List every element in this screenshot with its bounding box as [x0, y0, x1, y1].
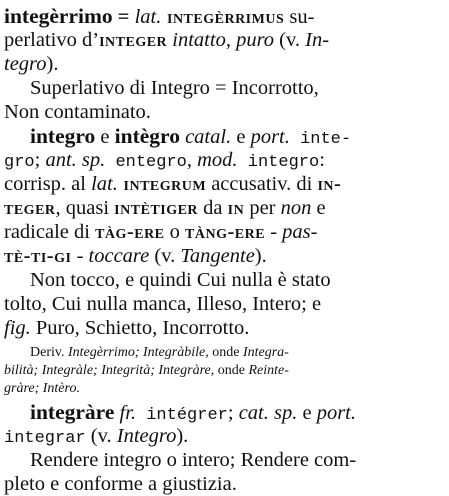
headword: integro	[30, 124, 96, 148]
text-segment: catal.	[185, 126, 232, 148]
text-line	[4, 292, 445, 316]
text-segment: -	[71, 245, 89, 267]
text-segment: intégrer	[136, 406, 228, 425]
text-segment: -	[265, 221, 283, 243]
text-segment: port.	[316, 402, 357, 424]
text-segment: entegro	[105, 153, 187, 172]
text-segment: gro	[4, 153, 35, 172]
text-segment: tàng-ere	[185, 221, 266, 243]
text-segment: e	[297, 402, 317, 424]
text-segment: onde	[208, 345, 243, 360]
headword: integràre	[30, 400, 115, 424]
text-line	[4, 100, 445, 124]
text-segment: tè-ti-gi	[4, 245, 72, 267]
text-segment: (v.	[85, 425, 117, 447]
text-segment: Superlativo di Integro = Incorrotto,	[30, 77, 319, 99]
text-segment: radicale di	[4, 221, 96, 243]
text-line	[4, 380, 445, 398]
text-segment: corrisp. al	[4, 173, 92, 195]
text-segment: tolto, Cui nulla manca, Illeso, Intero; e	[4, 293, 322, 315]
text-segment: Puro, Schietto, Incorrotto.	[30, 317, 250, 339]
text-segment: intètiger	[114, 197, 199, 219]
text-line	[4, 148, 445, 175]
text-segment: fr.	[119, 402, 137, 424]
text-line	[30, 76, 445, 100]
text-segment: pleto e conforme a giustizia.	[4, 473, 237, 495]
text-line	[4, 28, 445, 52]
text-segment: lat.	[91, 173, 118, 195]
text-segment: inte-	[289, 130, 352, 149]
text-segment: ).	[46, 53, 59, 75]
text-segment: e	[311, 197, 326, 219]
text-segment: e	[231, 126, 251, 148]
text-segment: cat. sp.	[238, 402, 298, 424]
text-segment: Reinte-	[248, 363, 289, 378]
text-segment: ).	[254, 245, 267, 267]
text-segment: fig.	[4, 317, 31, 339]
text-segment: ,	[186, 149, 198, 171]
text-segment: perlativo d’	[4, 29, 100, 51]
text-segment: toccare	[88, 245, 150, 267]
headword: integèrrimo	[4, 4, 113, 28]
text-line	[4, 472, 445, 496]
text-line	[4, 4, 445, 29]
text-segment: pas-	[282, 221, 318, 243]
text-segment: =	[112, 6, 135, 28]
text-segment: tegro	[4, 53, 47, 75]
text-segment: :	[319, 149, 325, 171]
text-segment: ;	[227, 402, 239, 424]
text-segment: da	[198, 197, 228, 219]
text-segment: accusativ. di	[206, 173, 318, 195]
text-segment: Integra-	[242, 345, 289, 360]
text-line	[4, 196, 445, 220]
text-segment: ).	[176, 425, 189, 447]
text-segment: Integèrrimo; Integràbile,	[67, 345, 209, 360]
text-segment: onde	[214, 363, 249, 378]
text-line	[30, 268, 445, 292]
text-segment: tàg-ere	[95, 221, 165, 243]
text-segment: o	[164, 221, 186, 243]
text-segment: integrar	[4, 429, 86, 448]
text-segment: non	[280, 197, 312, 219]
text-segment: mod.	[197, 149, 238, 171]
text-segment: , quasi	[55, 197, 115, 219]
text-segment: integèrrimus	[161, 6, 285, 28]
text-segment: lat.	[134, 6, 162, 28]
text-line	[30, 344, 445, 362]
text-line	[4, 220, 445, 244]
text-segment: e	[95, 126, 115, 148]
text-line	[4, 52, 445, 76]
text-segment: integer	[99, 29, 168, 51]
text-segment: ant. sp.	[45, 149, 106, 171]
text-segment: integro	[237, 153, 320, 172]
text-segment: In-	[305, 29, 330, 51]
text-segment: Non tocco, e quindi Cui nulla è stato	[30, 269, 331, 291]
headword: intègro	[114, 124, 180, 148]
text-segment: Integro	[116, 425, 177, 447]
text-segment: teger	[4, 197, 56, 219]
text-segment: port.	[250, 126, 290, 148]
text-segment: Tangente	[180, 245, 255, 267]
text-segment: integrum	[117, 173, 207, 195]
text-segment: Rendere integro o intero; Rendere com-	[30, 449, 357, 471]
text-segment: Non contaminato.	[4, 101, 151, 123]
text-segment: per	[244, 197, 281, 219]
text-line	[4, 424, 445, 451]
text-segment: (v.	[149, 245, 181, 267]
text-line	[4, 316, 445, 340]
text-line	[30, 448, 445, 472]
text-segment: ;	[34, 149, 46, 171]
text-segment: in-	[317, 173, 342, 195]
text-line	[4, 362, 445, 380]
text-segment: su-	[284, 6, 315, 28]
text-segment: in	[227, 197, 245, 219]
text-segment: Deriv.	[30, 345, 68, 360]
text-line	[4, 172, 445, 196]
text-segment: intatto, puro	[172, 29, 275, 51]
text-segment: bilità; Integràle; Integrità; Integràre,	[4, 363, 215, 378]
text-line	[4, 244, 445, 268]
text-segment: gràre; Intèro.	[4, 381, 80, 396]
text-segment: (v.	[274, 29, 306, 51]
